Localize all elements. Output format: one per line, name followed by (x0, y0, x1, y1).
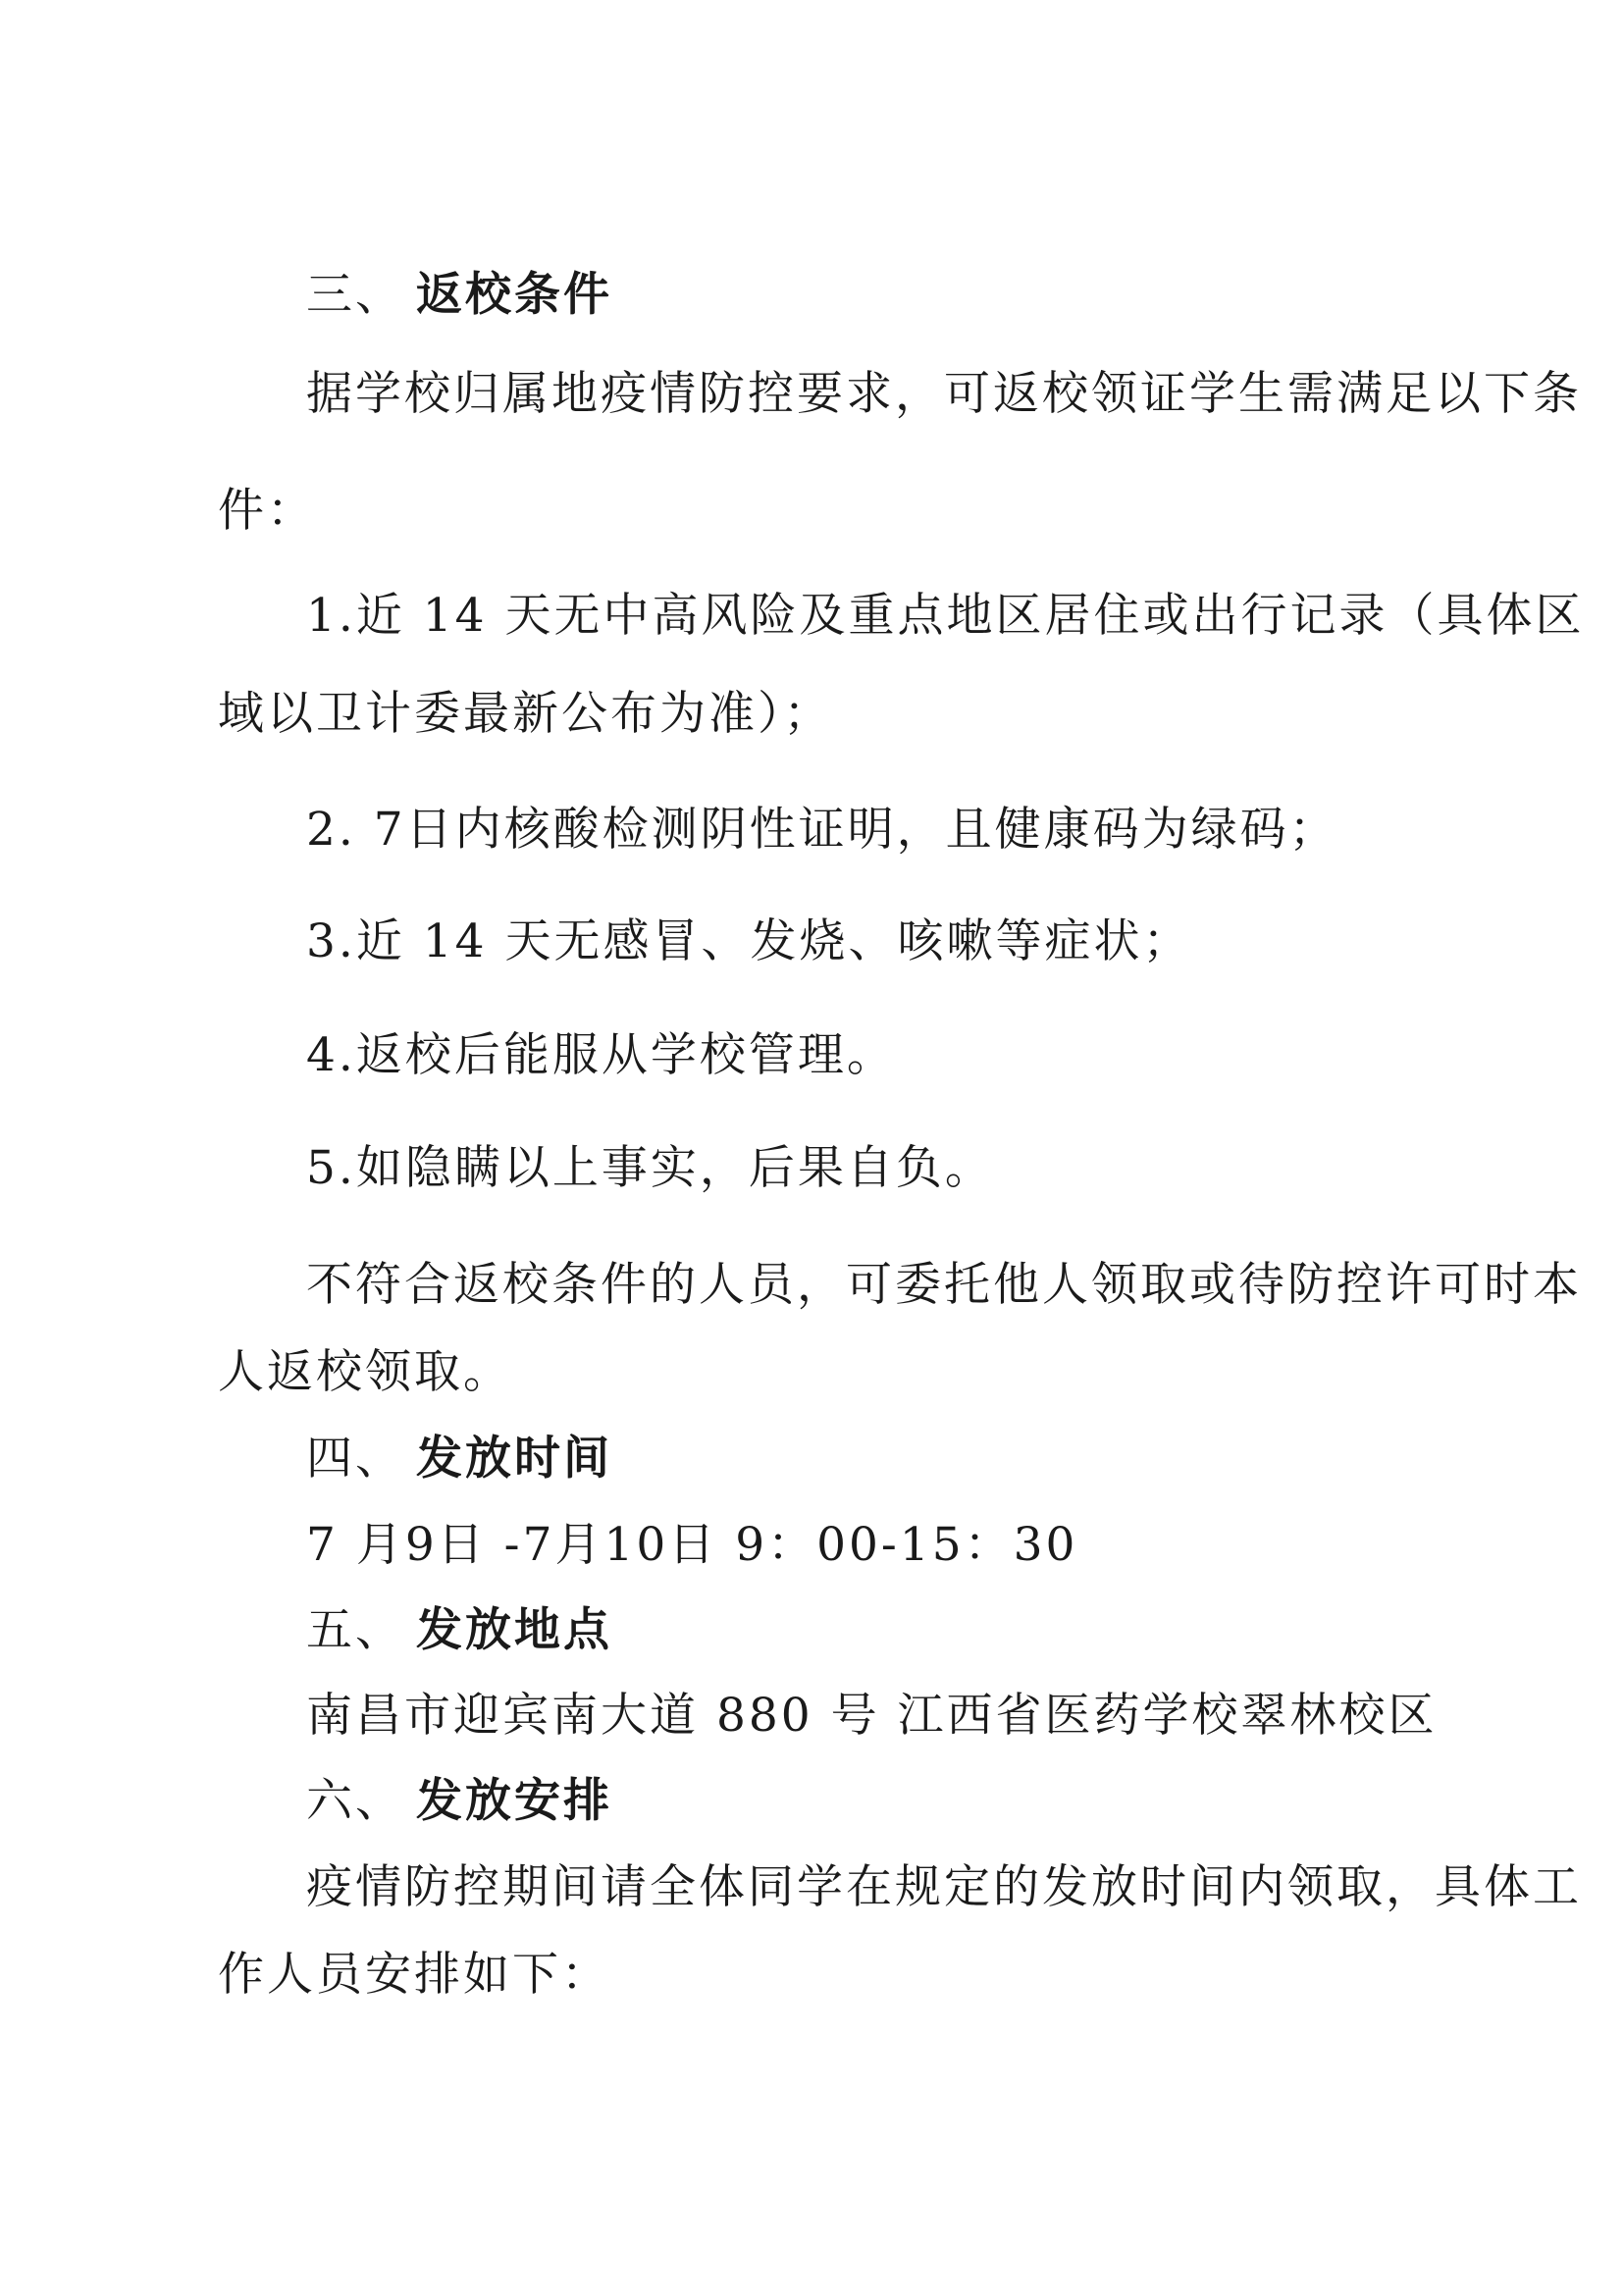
section-title: 发放地点 (416, 1603, 612, 1657)
list-item-4: 4.返校后能服从学校管理。 (306, 1028, 896, 1082)
distribution-time-text: 7 月9日 -7月10日 9：00-15：30 (306, 1518, 1078, 1572)
section-heading-distribution-place (306, 1603, 612, 1658)
list-item-1-line: 1.近 14 天无中高风险及重点地区居住或出行记录（具体区 (306, 589, 1585, 643)
paragraph-line: 据学校归属地疫情防控要求，可返校领证学生需满足以下条 (306, 367, 1582, 421)
list-item-2: 2. 7日内核酸检测阴性证明，且健康码为绿码； (306, 803, 1338, 857)
section-heading-distribution-arrangement (306, 1774, 612, 1829)
paragraph-line: 件： (218, 484, 316, 538)
section-number: 六、 (306, 1774, 404, 1828)
list-item-5: 5.如隐瞒以上事实，后果自负。 (306, 1141, 994, 1195)
section-heading-distribution-time (306, 1432, 612, 1487)
distribution-place-text: 南昌市迎宾南大道 880 号 江西省医药学校翠林校区 (306, 1689, 1438, 1743)
section-number: 四、 (306, 1432, 404, 1486)
paragraph-line: 不符合返校条件的人员，可委托他人领取或待防控许可时本 (306, 1258, 1582, 1312)
paragraph-line: 人返校领取。 (218, 1345, 512, 1399)
section-heading-return-conditions (306, 268, 612, 323)
section-title: 发放安排 (416, 1774, 612, 1828)
section-number: 五、 (306, 1603, 404, 1657)
section-title: 发放时间 (416, 1432, 612, 1486)
section-title: 返校条件 (416, 268, 612, 322)
paragraph-line: 作人员安排如下： (218, 1948, 610, 2002)
list-item-3: 3.近 14 天无感冒、发烧、咳嗽等症状； (306, 914, 1192, 968)
paragraph-line: 疫情防控期间请全体同学在规定的发放时间内领取，具体工 (306, 1860, 1582, 1914)
list-item-1-line: 域以卫计委最新公布为准）； (218, 687, 833, 741)
section-number: 三、 (306, 268, 404, 322)
